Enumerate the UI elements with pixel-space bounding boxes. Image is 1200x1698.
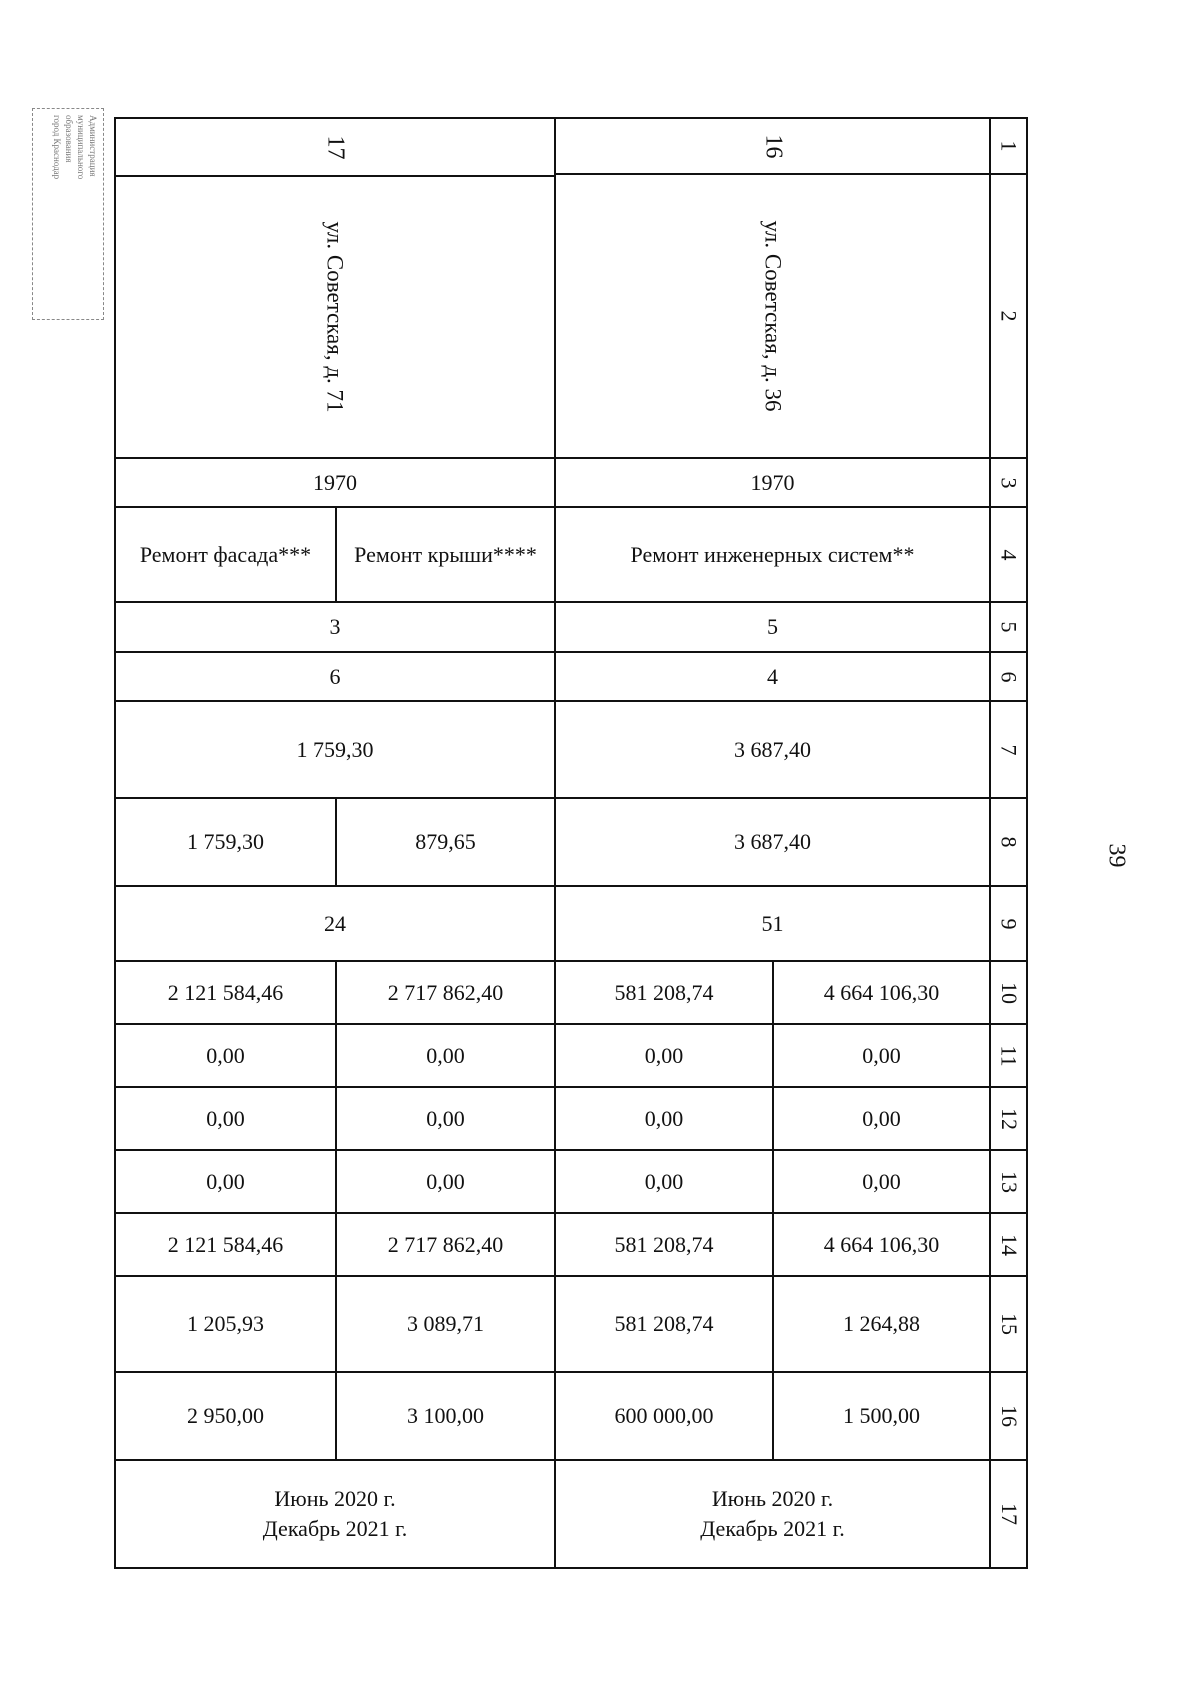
- row-number: 2: [996, 310, 1022, 322]
- house-16-dates: Июнь 2020 г. Декабрь 2021 г.: [700, 1486, 845, 1541]
- house-16-r14-b: 4 664 106,30: [823, 1231, 940, 1257]
- house-16-cost-b: 4 664 106,30: [823, 979, 940, 1005]
- house-16-r13-a: 0,00: [644, 1168, 684, 1194]
- house-17-r16-b: 3 100,00: [407, 1403, 484, 1428]
- house-17-r14-a: 2 121 584,46: [167, 1231, 284, 1257]
- house-16-area-total: 3 687,40: [734, 736, 811, 762]
- stamp-line: образования: [64, 115, 74, 163]
- page-number: 39: [1103, 843, 1130, 867]
- house-16-r12-a: 0,00: [644, 1105, 684, 1131]
- house-16-r11-a: 0,00: [644, 1042, 684, 1068]
- house-16-r15-a: 581 208,74: [614, 1311, 714, 1336]
- house-16-r16-a: 600 000,00: [614, 1403, 714, 1428]
- house-17-area-total: 1 759,30: [296, 736, 374, 762]
- row-number: 9: [996, 918, 1022, 929]
- house-17-r15-a: 1 205,93: [187, 1311, 264, 1336]
- house-17-number: 17: [322, 135, 349, 159]
- house-16-area: 3 687,40: [734, 829, 811, 854]
- stamp-line: муниципального: [76, 115, 86, 180]
- house-17-entrances: 6: [329, 663, 341, 689]
- row-number: 1: [996, 140, 1022, 152]
- house-17-r15-b: 3 089,71: [407, 1311, 484, 1336]
- house-17-work-roof: Ремонт крыши****: [354, 541, 537, 567]
- row-number: 6: [996, 671, 1022, 682]
- house-17-cost-a: 2 121 584,46: [167, 979, 284, 1005]
- row-number: 17: [996, 1503, 1022, 1525]
- house-16-r12-b: 0,00: [862, 1105, 901, 1131]
- house-17-dates: Июнь 2020 г. Декабрь 2021 г.: [262, 1486, 408, 1541]
- row-number: 10: [996, 981, 1022, 1004]
- house-16-address: ул. Советская, д. 36: [760, 220, 786, 412]
- house-16-r15-b: 1 264,88: [843, 1311, 920, 1336]
- house-16-r13-b: 0,00: [862, 1168, 901, 1194]
- house-17-floors: 3: [329, 614, 341, 639]
- house-17-residents: 24: [324, 910, 346, 936]
- house-17-area-a: 1 759,30: [187, 829, 264, 854]
- house-16-number: 16: [760, 134, 786, 158]
- house-16-work-engineering: Ремонт инженерных систем**: [630, 541, 915, 567]
- house-16-floors: 5: [767, 614, 778, 639]
- house-17-r11-b: 0,00: [426, 1042, 465, 1068]
- house-17-r12-a: 0,00: [206, 1105, 245, 1131]
- row-number: 15: [996, 1313, 1022, 1335]
- house-16-year: 1970: [750, 469, 795, 495]
- row-number: 13: [996, 1170, 1022, 1193]
- house-16-r16-b: 1 500,00: [843, 1403, 920, 1428]
- row-number: 4: [996, 549, 1022, 560]
- house-17-year: 1970: [313, 469, 357, 495]
- row-number: 8: [996, 836, 1022, 848]
- row-number: 3: [996, 477, 1022, 488]
- row-number: 7: [996, 744, 1022, 755]
- house-17-cost-b: 2 717 862,40: [387, 979, 504, 1005]
- house-17-r14-b: 2 717 862,40: [387, 1231, 504, 1257]
- house-17-r13-a: 0,00: [206, 1168, 245, 1194]
- house-16-residents: 51: [761, 910, 784, 936]
- house-16-cost-a: 581 208,74: [614, 979, 714, 1005]
- house-17-r11-a: 0,00: [206, 1042, 245, 1068]
- house-17-address: ул. Советская, д. 71: [322, 221, 348, 413]
- house-16-r14-a: 581 208,74: [614, 1231, 714, 1257]
- house-17-r12-b: 0,00: [426, 1105, 465, 1131]
- house-17-area-b: 879,65: [415, 829, 476, 854]
- row-number: 16: [996, 1405, 1022, 1427]
- house-17-r16-a: 2 950,00: [187, 1403, 264, 1428]
- stamp-line: город Краснодар: [52, 115, 62, 180]
- row-number: 14: [996, 1233, 1022, 1256]
- row-number: 12: [996, 1107, 1022, 1130]
- house-16-entrances: 4: [767, 663, 778, 689]
- house-16-r11-b: 0,00: [862, 1042, 901, 1068]
- house-17-work-facade: Ремонт фасада***: [139, 541, 312, 567]
- row-number: 11: [996, 1044, 1022, 1067]
- row-number: 5: [996, 621, 1022, 633]
- house-17-r13-b: 0,00: [426, 1168, 465, 1194]
- stamp-line: Администрация: [88, 115, 98, 177]
